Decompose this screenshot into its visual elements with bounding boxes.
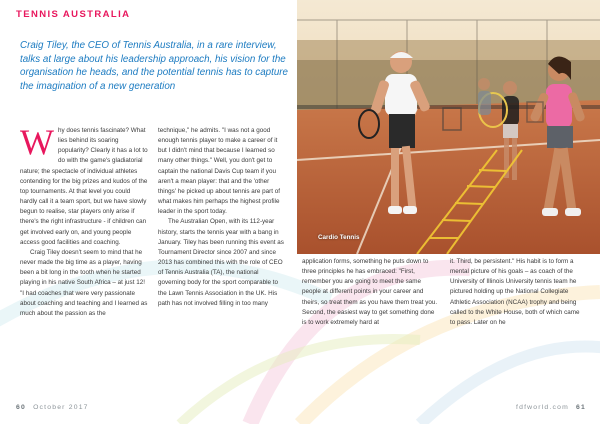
issue-date: October 2017 [33, 404, 89, 411]
section-label: TENNIS AUSTRALIA [16, 9, 131, 20]
tennis-training-photo [297, 0, 600, 254]
footer-left [16, 404, 89, 411]
paragraph: Craig Tiley doesn't seem to mind that he never made the big time as a player, having been a bit long in the tooth when he started playing in his native South Africa – at just 12! "I had coaches that were very passionate about coaching and teaching and I learned as much about the passion as the [20, 248, 148, 317]
photo-caption: Cardio Tennis [318, 234, 360, 241]
article-column-2 [158, 126, 284, 309]
paragraph: technique," he admits. "I was not a good enough tennis player to make a career of it but I didn't mind that because I learned so many other things." Well, you don't get to captain the national Davis Cup team if you aren't a mean player: that and the 'other things' he picked up about tennis are part of what makes him perhaps the highest profile leader in the sport today. [158, 127, 280, 216]
paragraph: application forms, something he puts down to three principles he has embraced: "First, remember you are going to meet the same people at different points in your career and theirs, so treat them as you have them treat you. Second, the easiest way to get something done is to work extremely hard at [302, 258, 438, 326]
footer-right [516, 404, 586, 411]
article-column-1 [20, 122, 148, 319]
page-number-left: 60 [16, 404, 26, 411]
standfirst: Craig Tiley, the CEO of Tennis Australia, in a rare interview, talks at large about his leadership approach, his vision for the organisation he heads, and the potential tennis has to capture the imagination of a new generation [20, 40, 288, 92]
paragraph: hy does tennis fascinate? What lies behind its soaring popularity? Clearly it has a lot to do with the game's gladiatorial nature; the spectacle of individual athletes contending for the big prizes and kudos of the top tournaments. At that level you could hardly call it a team sport, but we have slowly begun to realise, star players only arise if there's the right infrastructure - if children can get involved early on, and young people access good facilities and coaching. [20, 127, 148, 246]
dropcap: W [20, 122, 54, 162]
paragraph: The Australian Open, with its 112-year history, starts the tennis year with a bang in January. Tiley has been running this event as Tournament Director since 2007 and since 2013 has combined this with the role of CEO of Tennis Australia (TA), the national governing body for the sport comparable to the Lawn Tennis Association in the UK. His path has not involved filling in too many [158, 218, 284, 307]
paragraph: it. Third, be persistent." His habit is to form a mental picture of his goals – as coach of the University of Illinois University tennis team he pictured holding up the National Collegiate Athletic Association (NCAA) trophy and being called to the White House, both of which came to pass. Later on he [450, 258, 580, 326]
article-column-4 [450, 257, 586, 328]
page-number-right: 61 [576, 404, 586, 411]
website-label: fdfworld.com [516, 404, 569, 411]
article-column-3 [302, 257, 440, 328]
